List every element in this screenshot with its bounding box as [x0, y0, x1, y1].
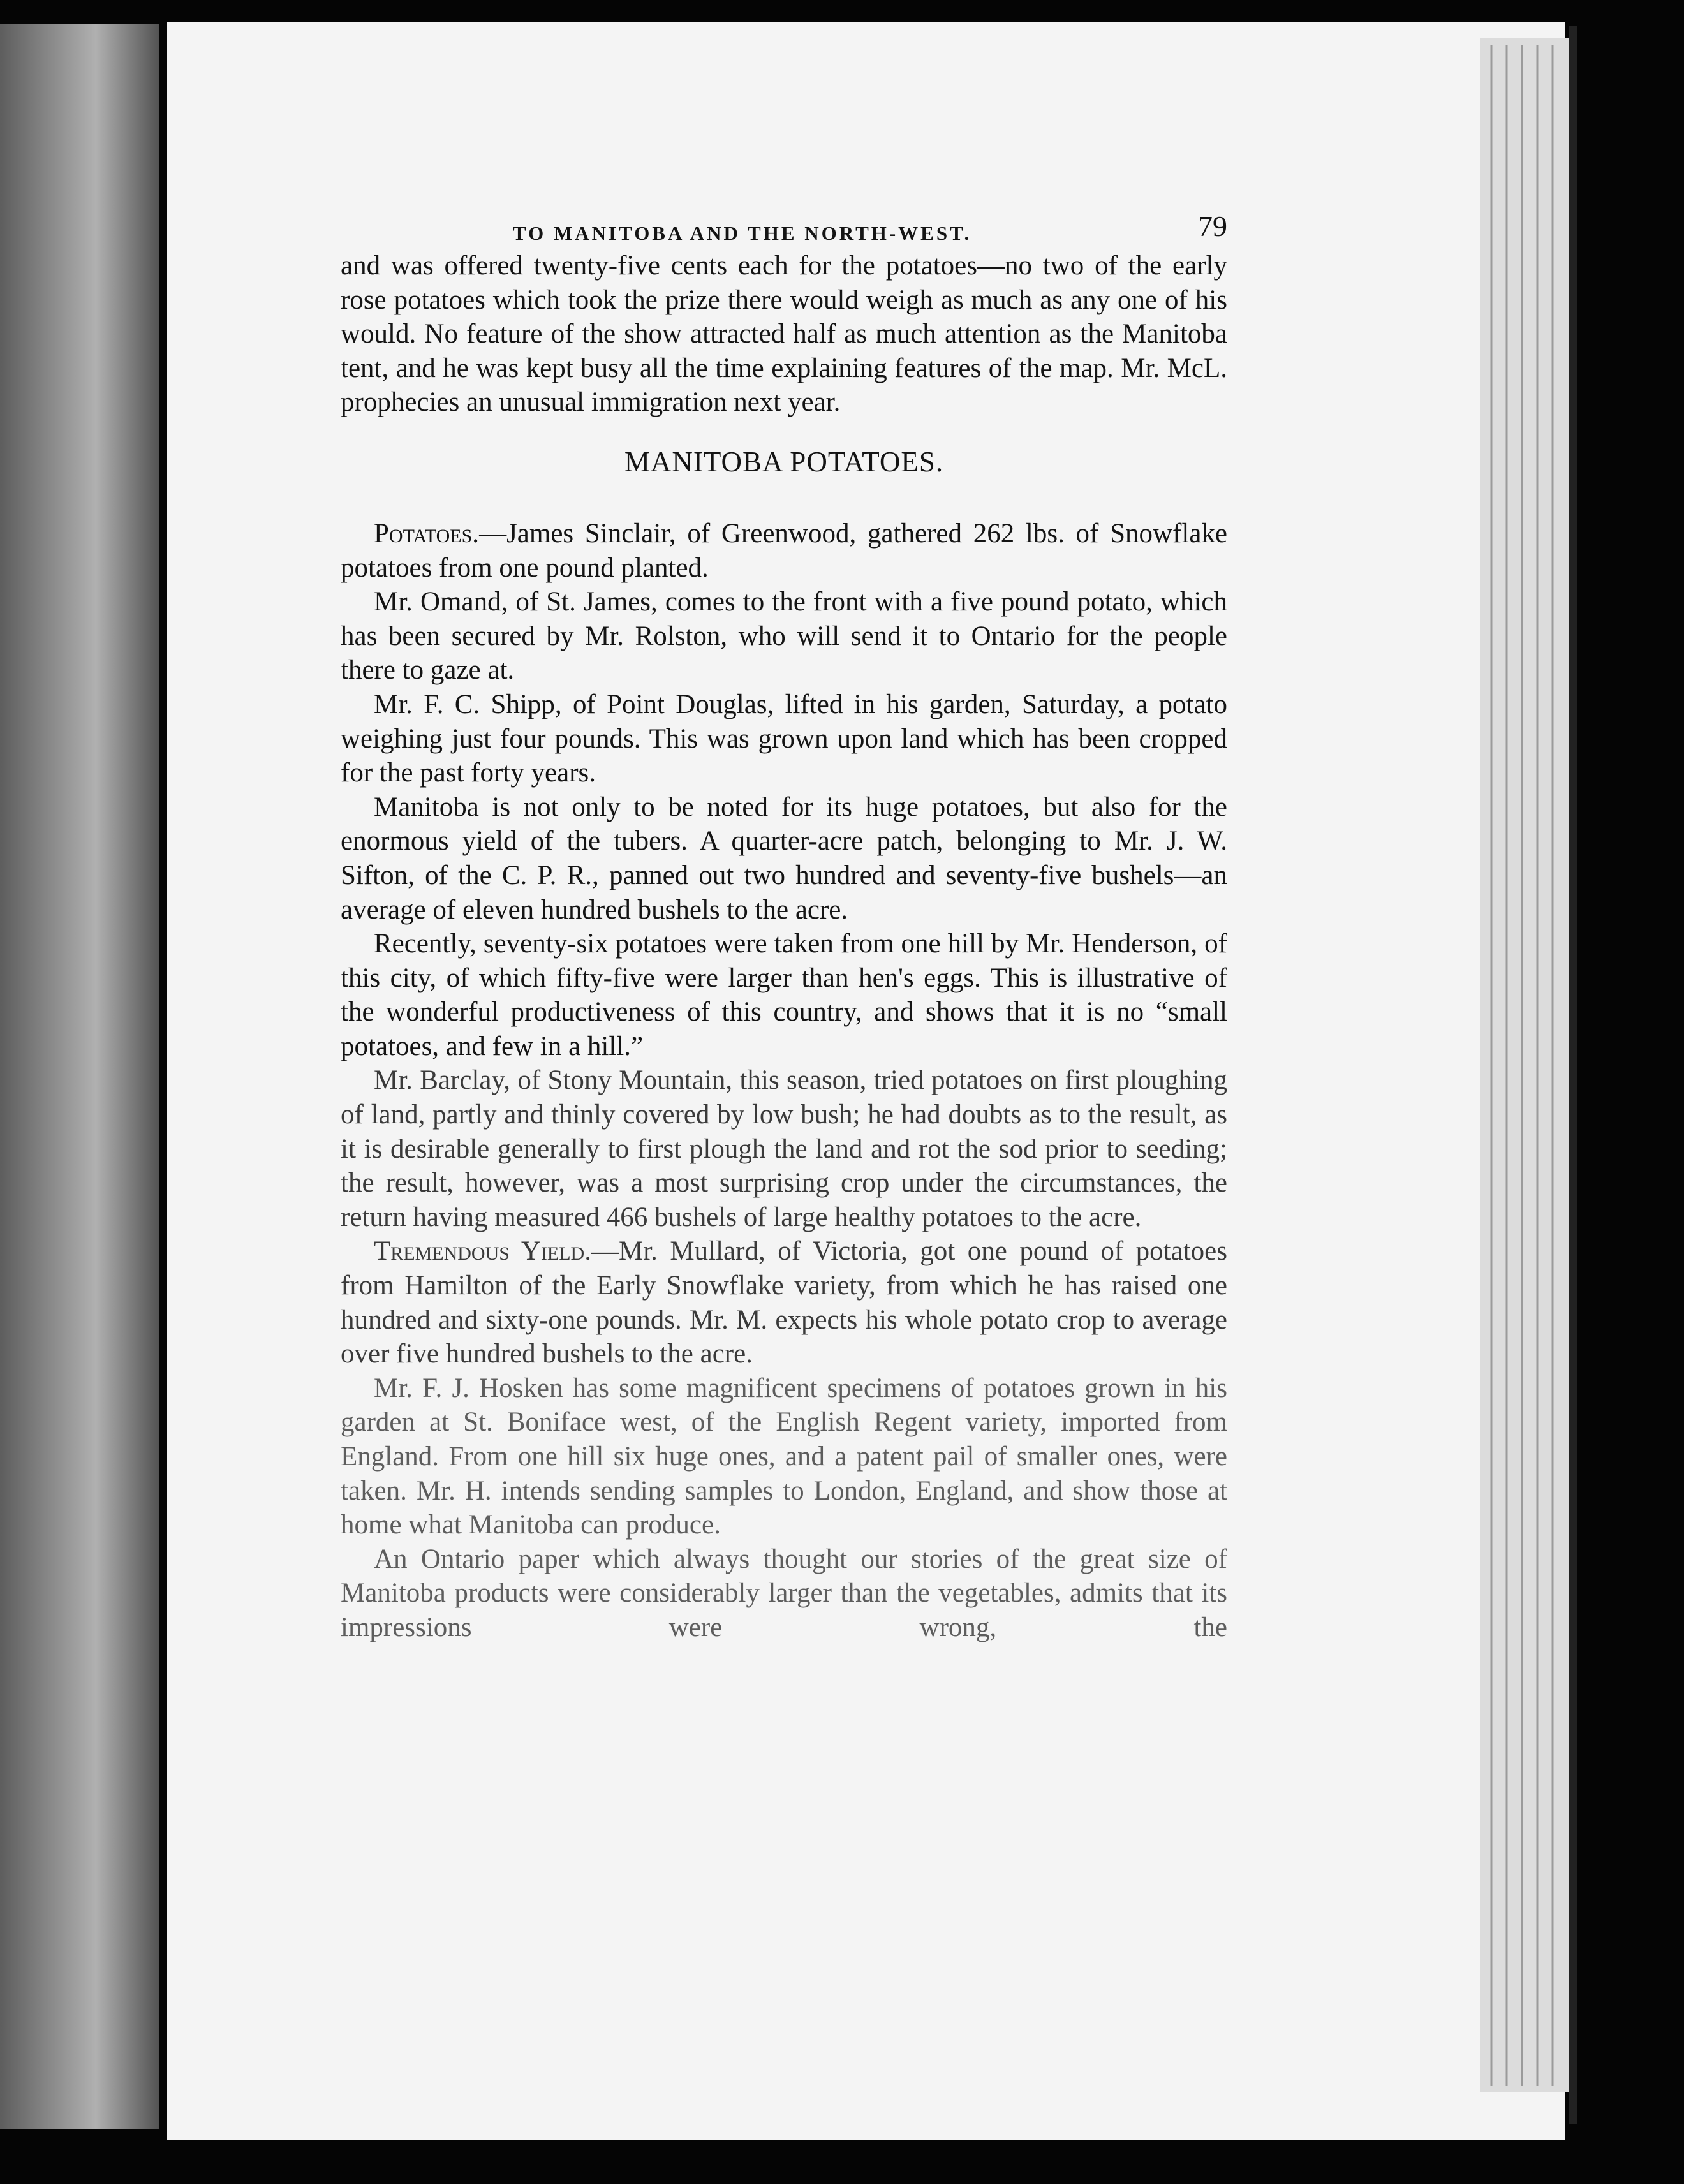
running-head — [341, 204, 1227, 249]
paragraph-barclay: Mr. Barclay, of Stony Mountain, this season, tried potatoes on first ploughing of land, partly and thinly covered by low bush; he had doubts as to the result, as it is desirable generally to first plough the land and rot the sod prior to seeding; the result, however, was a most surprising crop under the circumstances, the return having measured 466 bushels of large healthy potatoes to the acre. — [341, 1065, 1227, 1232]
paragraph-sinclair — [341, 517, 1227, 585]
section-heading: MANITOBA POTATOES. — [624, 445, 944, 478]
paragraph-hosken: Mr. F. J. Hosken has some magnificent specimens of potatoes grown in his garden at St. Boniface west, of the English Regent variety, imported from England. From one hill six huge ones, and a patent pail of smaller ones, were taken. Mr. H. intends sending samples to London, England, and show those at home what Manitoba can produce. — [341, 1373, 1227, 1540]
paragraph-sifton: Manitoba is not only to be noted for its huge potatoes, but also for the enormous yield of the tubers. A quarter-acre patch, belonging to Mr. J. W. Sifton, of the C. P. R., panned out two hundred and seventy-five bushels—an average of eleven hundred bushels to the acre. — [341, 792, 1227, 925]
paragraph-ontario: An Ontario paper which always thought our stories of the great size of Manitoba products were considerably larger than the vegetables, admits that its impressions were wrong, the — [341, 1544, 1227, 1642]
paragraph-label-potatoes: Potatoes. — [374, 518, 480, 549]
continued-paragraph: and was offered twenty-five cents each for the potatoes—no two of the early rose potatoes which took the prize there would weigh as much as any one of his would. No feature of the show attracted half as much attention as the Manitoba tent, and he was kept busy all the time explaining features of the map. Mr. McL. prophecies an unusual immigration next year. — [341, 251, 1227, 418]
paragraph-omand: Mr. Omand, of St. James, comes to the front with a five pound potato, which has been secured by Mr. Rolston, who will send it to Ontario for the people there to gaze at. — [341, 587, 1227, 686]
page-text — [341, 204, 1227, 1645]
paragraph-shipp: Mr. F. C. Shipp, of Point Douglas, lifted in his garden, Saturday, a potato weighing just four pounds. This was grown upon land which has been cropped for the past forty years. — [341, 689, 1227, 788]
paragraph-label-tremendous-yield: Tremendous Yield. — [374, 1236, 591, 1267]
page-stack-edge — [1480, 38, 1576, 2092]
paragraph-henderson: Recently, seventy-six potatoes were taken from one hill by Mr. Henderson, of this city, of which fifty-five were larger than hen's eggs. This is illustrative of the wonderful productiveness of this country, and shows that it is no “small potatoes, and few in a hill.” — [341, 929, 1227, 1061]
paragraph-mullard-text: —Mr. Mullard, of Victoria, got one pound of potatoes from Hamilton of the Early Snowflake variety, from which he has raised one hundred and sixty-one pounds. Mr. M. expects his whole potato crop to average over five hundred bushels to the acre. — [341, 1236, 1227, 1369]
running-title: TO MANITOBA AND THE NORTH-WEST. — [513, 222, 972, 244]
paragraph-sinclair-text: —James Sinclair, of Greenwood, gathered 262 lbs. of Snowflake potatoes from one pound planted. — [341, 518, 1227, 583]
page-number: 79 — [1198, 210, 1227, 242]
paragraph-mullard — [341, 1234, 1227, 1371]
